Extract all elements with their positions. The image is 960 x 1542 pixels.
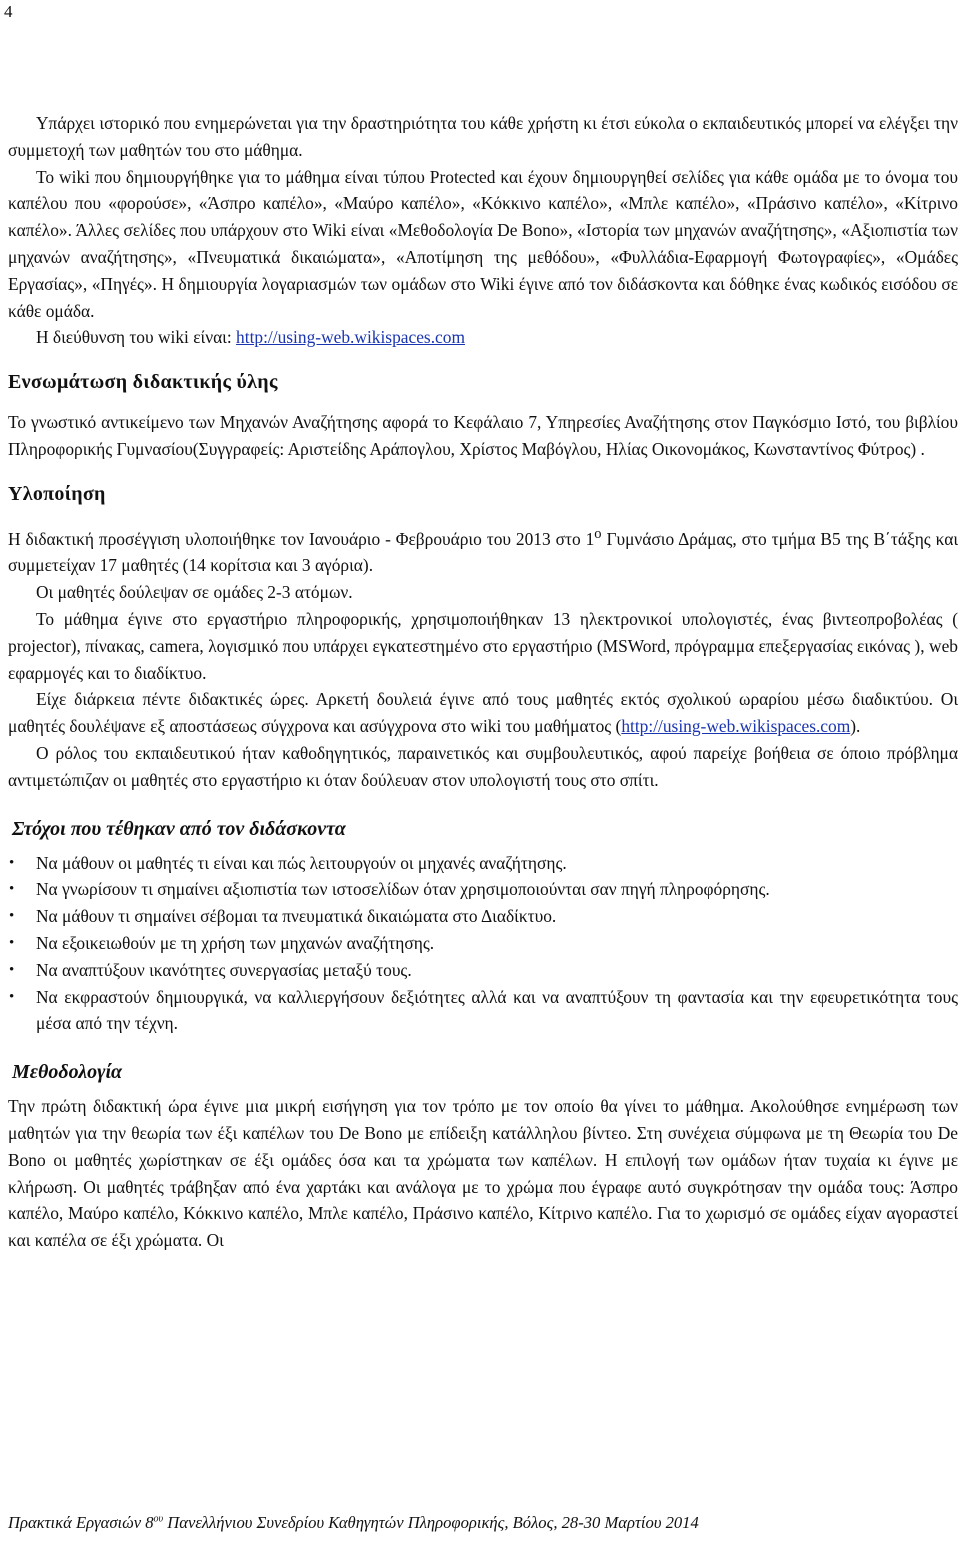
paragraph-wiki-pages: Το wiki που δημιουργήθηκε για το μάθημα είναι τύπου Protected και έχουν δημιουργηθεί σελίδες για κάθε ομάδα με το όνομα του καπέλου που «φορούσε», «Άσπρο καπέλο», «Μαύρο καπέλο», «Κόκκινο καπέλο», «Μπλε καπέλο», «Πράσινο καπέλο», «Κίτρινο καπέλο». Άλλες σελίδες που υπάρχουν στο Wiki είναι «Μεθοδολογία De Bono», «Ιστορία των μηχανών αναζήτησης», «Αξιοπιστία των μηχανών αναζήτησης», «Πνευματικά δικαιώματα», «Αποτίμηση της μεθόδου», «Φυλλάδια-Εφαρμογή Φωτογραφίες», «Ομάδες Εργασίας», «Πηγές». Η δημιουργία λογαριασμών των ομάδων στο Wiki έγινε από τον διδάσκοντα και δόθηκε ένας κωδικός εισόδου σε κάθε ομάδα. xyxy=(8,166,958,321)
footer-text-b: Πανελλήνιου Συνεδρίου Καθηγητών Πληροφορικής, Βόλος, 28-30 Μαρτίου 2014 xyxy=(163,1513,699,1532)
page-number: 4 xyxy=(4,2,13,21)
paragraph-implementation xyxy=(8,521,958,579)
ordinal-sup: ο xyxy=(594,525,602,542)
duration-text-b: ). xyxy=(850,716,861,737)
goal-text: Να μάθουν τι σημαίνει σέβομαι τα πνευματικά δικαιώματα στο Διαδίκτυο. xyxy=(36,906,557,927)
goal-text: Να μάθουν οι μαθητές τι είναι και πώς λειτουργούν οι μηχανές αναζήτησης. xyxy=(36,852,567,873)
goal-text: Να γνωρίσουν τι σημαίνει αξιοπιστία των ιστοσελίδων όταν χρησιμοποιούνται σαν πηγή πληροφόρησης. xyxy=(36,879,770,900)
course-wiki-link[interactable]: http://using-web.wikispaces.com xyxy=(621,716,851,737)
paragraph-teacher-role: Ο ρόλος του εκπαιδευτικού ήταν καθοδηγητικός, παραινετικός και συμβουλευτικός, αφού παρείχε βοήθεια σε όποιο πρόβλημα αντιμετώπιζαν οι μαθητές στο εργαστήριο κι όταν δούλευαν στον υπολογιστή τους στο σπίτι. xyxy=(8,742,958,790)
paragraph-lab: Το μάθημα έγινε στο εργαστήριο πληροφορικής, χρησιμοποιήθηκαν 13 ηλεκτρονικοί υπολογιστές, ένας βιντεοπροβολέας ( projector), πίνακας, camera, λογισμικό που υπάρχει εγκατεστημένο στο εργαστήριο (MSWord, πρόγραμμα επεξεργασίας εικόνας ), web εφαρμογές και το διαδίκτυο. xyxy=(8,608,958,683)
duration-text-a: Είχε διάρκεια πέντε διδακτικές ώρες. Αρκετή δουλειά έγινε από τους μαθητές εκτός σχολικού ωραρίου μέσω διαδικτύου. Οι μαθητές δουλέψανε εξ αποστάσεως σύγχρονα και ασύγχρονα στο wiki του μαθήματος ( xyxy=(8,689,958,737)
heading-curriculum: Ενσωμάτωση διδακτικής ύλης xyxy=(8,371,278,394)
footer-text-a: Πρακτικά Εργασιών 8 xyxy=(8,1513,154,1532)
bullet-icon: • xyxy=(9,988,15,1005)
implementation-text-a: Η διδακτική προσέγγιση υλοποιήθηκε τον Ιανουάριο - Φεβρουάριο του 2013 στο 1 xyxy=(8,528,595,549)
paragraph-groups: Οι μαθητές δούλεψαν σε ομάδες 2-3 ατόμων. xyxy=(36,582,353,603)
page-footer xyxy=(8,1513,699,1533)
heading-goals: Στόχοι που τέθηκαν από τον διδάσκοντα xyxy=(12,817,346,840)
implementation-text-b: Γυμνάσιο Δράμας, στο τμήμα Β5 της Β΄τάξης και συμμετείχαν 17 μαθητές (14 κορίτσια και 3 αγόρια). xyxy=(8,528,958,576)
paragraph-history: Υπάρχει ιστορικό που ενημερώνεται για την δραστηριότητα του κάθε χρήστη κι έτσι εύκολα ο εκπαιδευτικός μπορεί να ελέγξει την συμμετοχή των μαθητών του στο μάθημα. xyxy=(8,113,958,160)
bullet-icon: • xyxy=(9,934,15,951)
goal-text: Να εκφραστούν δημιουργικά, να καλλιεργήσουν δεξιότητες αλλά και να αναπτύξουν τη φαντασία και την εφευρετικότητα τους μέσα από την τέχνη. xyxy=(36,986,958,1034)
list-item xyxy=(8,876,958,903)
goal-text: Να εξοικειωθούν με τη χρήση των μηχανών αναζήτησης. xyxy=(36,932,435,953)
list-item xyxy=(8,903,958,930)
heading-methodology: Μεθοδολογία xyxy=(12,1061,123,1084)
bullet-icon: • xyxy=(9,908,15,925)
bullet-icon: • xyxy=(9,961,15,978)
bullet-icon: • xyxy=(9,881,15,898)
list-item xyxy=(8,957,958,984)
goal-text: Να αναπτύξουν ικανότητες συνεργασίας μεταξύ τους. xyxy=(36,959,412,980)
paragraph-methodology: Την πρώτη διδακτική ώρα έγινε μια μικρή εισήγηση για τον τρόπο με τον οποίο θα γίνει το μάθημα. Ακολούθησε ενημέρωση των μαθητών για την θεωρία των έξι καπέλων του De Bono με επίδειξη κατάλληλου βίντεο. Στη συνέχεια σύμφωνα με τη Θεωρία του De Bono οι μαθητές χωρίστηκαν σε έξι ομάδες όσα και τα χρώματα των καπέλων. Η επιλογή των ομάδων ήταν τυχαία κι έγινε με κλήρωση. Οι μαθητές τράβηξαν από ένα χαρτάκι και ανάλογα με το χρώμα που έγραφε αυτό συγκρότησαν την ομάδα τους: Άσπρο καπέλο, Μαύρο καπέλο, Κόκκινο καπέλο, Μπλε καπέλο, Πράσινο καπέλο, Κίτρινο καπέλο. Για το χωρισμό σε ομάδες είχαν αγοραστεί και καπέλα σε έξι χρώματα. Οι xyxy=(8,1096,958,1251)
wiki-address-label: Η διεύθυνση του wiki είναι: xyxy=(36,327,237,348)
paragraph-wiki-address xyxy=(8,324,958,351)
bullet-icon: • xyxy=(9,854,15,871)
goals-list xyxy=(8,850,958,1038)
page-body xyxy=(8,110,958,1254)
footer-sup: ου xyxy=(153,1513,164,1525)
wiki-link[interactable]: http://using-web.wikispaces.com xyxy=(236,327,465,348)
heading-implementation: Υλοποίηση xyxy=(8,482,106,505)
list-item xyxy=(8,930,958,957)
paragraph-curriculum: Το γνωστικό αντικείμενο των Μηχανών Αναζήτησης αφορά το Κεφάλαιο 7, Υπηρεσίες Αναζήτησης στον Παγκόσμιο Ιστό, του βιβλίου Πληροφορικής Γυμνασίου(Συγγραφείς: Αριστείδης Αράπογλου, Χρίστος Μαβόγλου, Ηλίας Οικονομάκος, Κωνσταντίνος Φύτρος) . xyxy=(8,412,958,459)
list-item xyxy=(8,850,958,877)
list-item xyxy=(8,984,958,1038)
paragraph-duration xyxy=(8,686,958,740)
